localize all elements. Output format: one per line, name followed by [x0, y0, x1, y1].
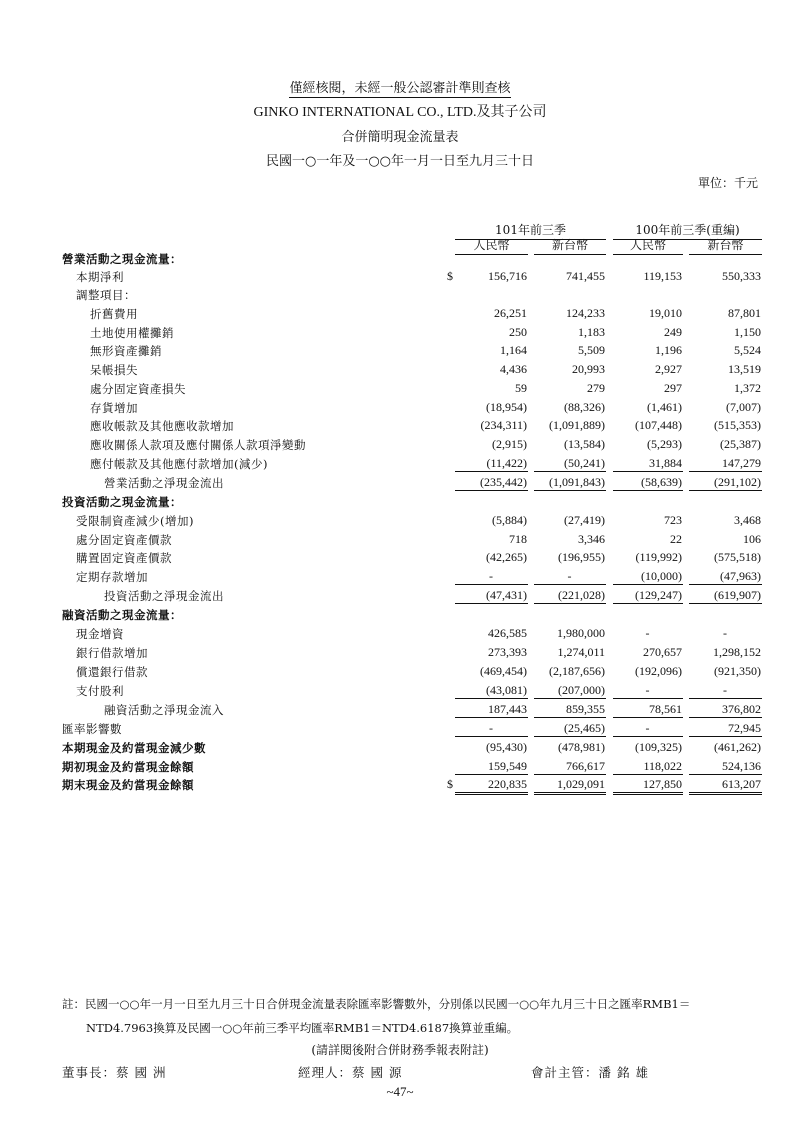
cell-ntd-2012: (1,091,843): [534, 475, 606, 491]
cell-rmb-2011: -: [645, 626, 650, 640]
unit-label: 單位：千元: [697, 176, 758, 190]
cell-rmb-2012: 187,443: [455, 702, 528, 718]
cell-rmb-2011: (109,325): [635, 740, 682, 754]
cell-rmb-2012: 426,585: [488, 626, 527, 640]
row-label: 融資活動之現金流量：: [62, 608, 182, 622]
cell-ntd-2012: (478,981): [558, 740, 605, 754]
accountant-signature: 會計主管：潘 銘 雄: [531, 1065, 649, 1080]
row-label: 匯率影響數: [62, 722, 122, 736]
row-label: 調整項目：: [76, 288, 136, 302]
table-row: [0, 416, 800, 434]
table-row: [0, 360, 800, 378]
cell-ntd-2011: 87,801: [728, 306, 761, 320]
column-header-ntd-2011: 新台幣: [689, 236, 762, 255]
cell-rmb-2011: 270,657: [643, 645, 682, 659]
column-header-ntd-2012: 新台幣: [534, 236, 606, 255]
row-label: 本期淨利: [76, 270, 124, 284]
cell-ntd-2012: 1,980,000: [557, 626, 605, 640]
cell-rmb-2012: (469,454): [480, 664, 527, 678]
column-group-2012: 101年前三季: [455, 221, 606, 240]
table-row: [0, 285, 800, 303]
cell-rmb-2011: 2,927: [655, 362, 682, 376]
cell-ntd-2011: 147,279: [689, 456, 762, 472]
cell-ntd-2012: 859,355: [534, 702, 606, 718]
cell-rmb-2012: (235,442): [455, 475, 528, 491]
cell-rmb-2011: (10,000): [613, 569, 683, 585]
column-header-rmb-2011: 人民幣: [613, 236, 683, 255]
cell-rmb-2012: (43,081): [455, 683, 528, 699]
cell-rmb-2011: (107,448): [635, 418, 682, 432]
cell-ntd-2011: (47,963): [689, 569, 762, 585]
table-row: [0, 548, 800, 566]
table-row: [0, 775, 800, 793]
page-number: ~47~: [386, 1084, 414, 1099]
cell-ntd-2012: 1,274,011: [557, 645, 605, 659]
table-row: [0, 323, 800, 341]
row-label: 期初現金及約當現金餘額: [62, 760, 194, 774]
cell-rmb-2012: 159,549: [455, 759, 528, 775]
row-label: 無形資產攤銷: [90, 344, 162, 358]
cell-rmb-2011: (129,247): [613, 588, 683, 604]
cell-ntd-2011: 13,519: [728, 362, 761, 376]
cell-ntd-2011: (7,007): [726, 400, 761, 414]
table-row: [0, 511, 800, 529]
table-row: [0, 605, 800, 623]
row-label: 土地使用權攤銷: [90, 326, 174, 340]
cell-rmb-2011: 31,884: [613, 456, 683, 472]
cell-rmb-2011: 297: [664, 381, 682, 395]
cell-ntd-2011: 1,298,152: [713, 645, 761, 659]
cell-rmb-2012: 59: [515, 381, 527, 395]
cell-rmb-2012: (11,422): [455, 456, 528, 472]
manager-signature: 經理人：蔡 國 源: [298, 1065, 403, 1080]
cell-ntd-2012: 279: [587, 381, 605, 395]
footnote-line-2: NTD4.7963換算及民國一○○年前三季平均匯率RMB1＝NTD4.6187換算並重編。: [86, 1021, 519, 1035]
row-label: 應收關係人款項及應付關係人款項淨變動: [90, 438, 306, 452]
table-row: [0, 267, 800, 285]
cell-rmb-2011: 1,196: [655, 343, 682, 357]
table-row: [0, 700, 800, 718]
cell-ntd-2011: 3,468: [734, 513, 761, 527]
row-label: 償還銀行借款: [76, 665, 148, 679]
currency-symbol: $: [447, 269, 453, 283]
cell-ntd-2012: 20,993: [572, 362, 605, 376]
cell-ntd-2011: -: [723, 626, 727, 640]
cell-rmb-2011: 723: [664, 513, 682, 527]
cell-rmb-2011: 78,561: [613, 702, 683, 718]
cell-rmb-2012: 250: [509, 325, 527, 339]
cell-ntd-2011: (619,907): [689, 588, 762, 604]
row-label: 呆帳損失: [90, 363, 138, 377]
cell-rmb-2011: -: [613, 721, 683, 737]
cell-ntd-2011: 524,136: [689, 759, 762, 775]
cell-rmb-2012: (18,954): [486, 400, 527, 414]
cell-ntd-2011: -: [689, 683, 762, 699]
cell-ntd-2012: (25,465): [534, 721, 606, 737]
cell-ntd-2012: (1,091,889): [549, 418, 605, 432]
cell-rmb-2011: (119,992): [635, 550, 682, 564]
cell-rmb-2011: 19,010: [649, 306, 682, 320]
cell-rmb-2012: -: [455, 721, 528, 737]
row-label: 折舊費用: [90, 307, 138, 321]
table-row: [0, 249, 800, 267]
cell-ntd-2012: 1,183: [578, 325, 605, 339]
row-label: 處分固定資產損失: [90, 382, 186, 396]
row-label: 應收帳款及其他應收款增加: [90, 419, 234, 433]
row-label: 營業活動之現金流量：: [62, 252, 182, 266]
cell-ntd-2011: (25,387): [720, 437, 761, 451]
table-row: [0, 719, 800, 737]
row-label: 融資活動之淨現金流入: [104, 703, 224, 717]
cell-rmb-2012: (234,311): [480, 418, 527, 432]
cell-ntd-2012: (207,000): [534, 683, 606, 699]
row-label: 定期存款增加: [76, 570, 148, 584]
cell-ntd-2011: 1,372: [734, 381, 761, 395]
cell-ntd-2011: (515,353): [714, 418, 761, 432]
cell-rmb-2012: (95,430): [486, 740, 527, 754]
cell-ntd-2011: 72,945: [689, 721, 762, 737]
table-row: [0, 738, 800, 756]
currency-symbol: $: [447, 777, 453, 791]
cell-ntd-2011: 106: [743, 532, 761, 546]
cell-ntd-2012: (50,241): [534, 456, 606, 472]
review-note: 僅經核閱，未經一般公認審計準則查核: [289, 81, 511, 96]
table-row: [0, 435, 800, 453]
footnote-line-1: 註：民國一○○年一月一日至九月三十日合併現金流量表除匯率影響數外，分別係以民國一○○年九月三十日之匯率RMB1＝: [62, 997, 691, 1011]
cell-ntd-2011: 613,207: [689, 777, 762, 795]
table-row: [0, 379, 800, 397]
cell-ntd-2012: (196,955): [558, 550, 605, 564]
table-row: [0, 341, 800, 359]
cell-ntd-2011: (291,102): [689, 475, 762, 491]
row-label: 投資活動之現金流量：: [62, 495, 182, 509]
cell-ntd-2012: (88,326): [564, 400, 605, 414]
row-label: 營業活動之淨現金流出: [104, 476, 224, 490]
cell-rmb-2011: 119,153: [643, 269, 682, 283]
table-row: [0, 492, 800, 510]
table-row: [0, 681, 800, 699]
table-row: [0, 586, 800, 604]
statement-title: 合併簡明現金流量表: [341, 130, 459, 145]
cell-rmb-2012: 718: [509, 532, 527, 546]
table-row: [0, 757, 800, 775]
cell-rmb-2012: (47,431): [455, 588, 528, 604]
cell-ntd-2012: 766,617: [534, 759, 606, 775]
cell-rmb-2012: 220,835: [455, 777, 528, 795]
row-label: 投資活動之淨現金流出: [104, 589, 224, 603]
cell-ntd-2012: (27,419): [564, 513, 605, 527]
cell-ntd-2012: 741,455: [566, 269, 605, 283]
row-label: 銀行借款增加: [76, 646, 148, 660]
cell-ntd-2012: 3,346: [578, 532, 605, 546]
cell-ntd-2011: (461,262): [714, 740, 761, 754]
cell-rmb-2012: 26,251: [494, 306, 527, 320]
row-label: 期末現金及約當現金餘額: [62, 778, 194, 792]
table-row: [0, 454, 800, 472]
column-header-rmb-2012: 人民幣: [455, 236, 528, 255]
row-label: 本期現金及約當現金減少數: [62, 741, 206, 755]
cell-rmb-2012: (42,265): [486, 550, 527, 564]
cell-ntd-2011: (575,518): [714, 550, 761, 564]
table-row: [0, 624, 800, 642]
cell-rmb-2012: (2,915): [492, 437, 527, 451]
cell-rmb-2011: 22: [670, 532, 682, 546]
cell-rmb-2011: (1,461): [647, 400, 682, 414]
cell-rmb-2011: (5,293): [647, 437, 682, 451]
company-name: GINKO INTERNATIONAL CO., LTD.及其子公司: [253, 105, 547, 120]
table-row: [0, 662, 800, 680]
column-group-2011: 100年前三季(重編): [613, 221, 762, 240]
cell-ntd-2011: 376,802: [689, 702, 762, 718]
row-label: 受限制資產減少(增加): [76, 514, 194, 528]
footnote: [62, 992, 762, 1040]
cell-ntd-2011: 550,333: [722, 269, 761, 283]
refer-to-notes: (請詳閱後附合併財務季報表附註): [311, 1043, 489, 1057]
table-row: [0, 643, 800, 661]
table-row: [0, 398, 800, 416]
cell-rmb-2011: (58,639): [613, 475, 683, 491]
row-label: 現金增資: [76, 627, 124, 641]
row-label: 購置固定資產價款: [76, 551, 172, 565]
row-label: 支付股利: [76, 684, 124, 698]
cell-rmb-2011: (192,096): [635, 664, 682, 678]
cell-ntd-2012: 124,233: [566, 306, 605, 320]
table-row: [0, 304, 800, 322]
table-row: [0, 567, 800, 585]
chairman-signature: 董事長：蔡 國 洲: [62, 1065, 167, 1080]
cell-ntd-2012: (2,187,656): [549, 664, 605, 678]
cell-ntd-2012: -: [534, 569, 606, 585]
statement-period: 民國一○一年及一○○年一月一日至九月三十日: [265, 154, 535, 169]
cell-rmb-2012: (5,884): [492, 513, 527, 527]
row-label: 存貨增加: [90, 401, 138, 415]
cell-rmb-2012: 273,393: [488, 645, 527, 659]
cell-ntd-2012: (13,584): [564, 437, 605, 451]
row-label: 應付帳款及其他應付款增加(減少): [90, 457, 268, 471]
cell-ntd-2011: 1,150: [734, 325, 761, 339]
cell-rmb-2011: 249: [664, 325, 682, 339]
cell-rmb-2012: -: [455, 569, 528, 585]
table-row: [0, 473, 800, 491]
table-row: [0, 530, 800, 548]
cell-ntd-2012: 1,029,091: [534, 777, 606, 795]
cell-rmb-2012: 4,436: [500, 362, 527, 376]
cell-rmb-2012: 156,716: [488, 269, 527, 283]
cell-rmb-2012: 1,164: [500, 343, 527, 357]
cell-ntd-2012: (221,028): [534, 588, 606, 604]
cell-ntd-2011: 5,524: [734, 343, 761, 357]
cell-ntd-2011: (921,350): [714, 664, 761, 678]
cell-rmb-2011: -: [613, 683, 683, 699]
cell-rmb-2011: 127,850: [613, 777, 683, 795]
cell-ntd-2012: 5,509: [578, 343, 605, 357]
cell-rmb-2011: 118,022: [613, 759, 683, 775]
row-label: 處分固定資產價款: [76, 533, 172, 547]
